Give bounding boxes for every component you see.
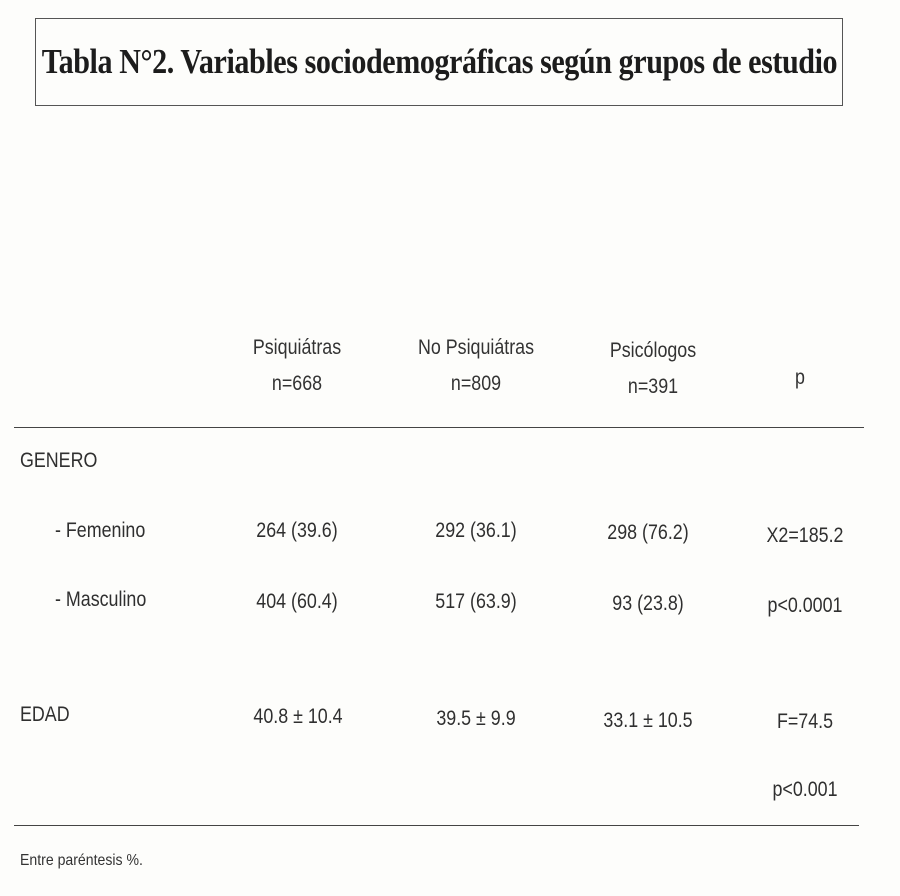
cell-femenino-psicologos: 298 (76.2) bbox=[607, 521, 689, 544]
header-rule bbox=[14, 427, 864, 428]
section-label-genero: GENERO bbox=[20, 449, 98, 472]
column-header-name: p bbox=[795, 366, 805, 389]
cell-femenino-stat: X2=185.2 bbox=[766, 524, 844, 547]
section-label-edad: EDAD bbox=[20, 703, 70, 726]
cell-masculino-stat: p<0.0001 bbox=[767, 594, 843, 617]
column-header-name: Psiquiátras bbox=[252, 336, 342, 359]
cell-edad-stat2: p<0.001 bbox=[772, 778, 838, 801]
row-label-femenino: - Femenino bbox=[55, 519, 146, 542]
cell-edad-psiquiatras: 40.8 ± 10.4 bbox=[253, 705, 343, 728]
column-header-p bbox=[775, 364, 826, 392]
cell-femenino-no-psiquiatras: 292 (36.1) bbox=[435, 519, 517, 542]
cell-femenino-psiquiatras: 264 (39.6) bbox=[256, 519, 338, 542]
column-header-name: Psicólogos bbox=[609, 339, 697, 362]
column-header-no-psiquiatras bbox=[404, 334, 549, 398]
cell-masculino-no-psiquiatras: 517 (63.9) bbox=[435, 590, 517, 613]
column-header-psicologos bbox=[589, 337, 717, 401]
column-header-psiquiatras bbox=[233, 334, 361, 398]
cell-edad-psicologos: 33.1 ± 10.5 bbox=[603, 709, 693, 732]
column-header-n: n=668 bbox=[271, 372, 323, 395]
column-header-n: n=809 bbox=[450, 372, 502, 395]
column-header-n: n=391 bbox=[627, 375, 679, 398]
table-title-box bbox=[35, 18, 843, 106]
table-title: Tabla N°2. Variables sociodemográficas según grupos de estudio bbox=[41, 42, 837, 81]
bottom-rule bbox=[14, 825, 859, 826]
cell-edad-no-psiquiatras: 39.5 ± 9.9 bbox=[436, 707, 516, 730]
cell-masculino-psiquiatras: 404 (60.4) bbox=[256, 590, 338, 613]
cell-edad-stat: F=74.5 bbox=[776, 710, 834, 733]
footnote: Entre paréntesis %. bbox=[20, 852, 143, 869]
cell-masculino-psicologos: 93 (23.8) bbox=[612, 592, 684, 615]
column-header-name: No Psiquiátras bbox=[417, 336, 535, 359]
row-label-masculino: - Masculino bbox=[55, 588, 147, 611]
